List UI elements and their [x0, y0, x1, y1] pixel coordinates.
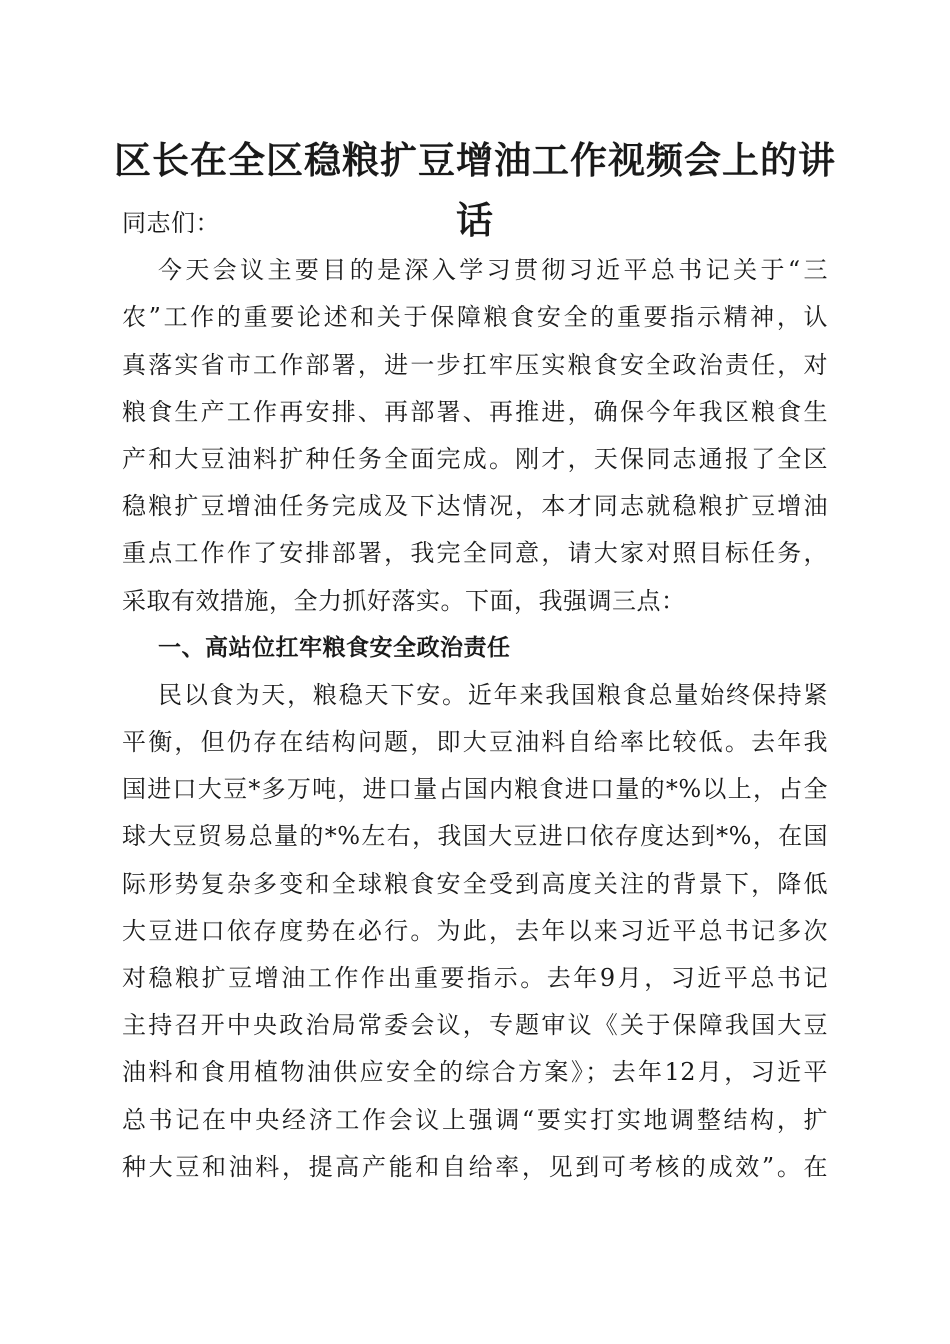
paragraph-line: 油料和食用植物油供应安全的综合方案》；去年12月，习近平 [122, 1058, 828, 1087]
document-body [122, 200, 828, 1191]
paragraph-line: 粮食生产工作再安排、再部署、再推进，确保今年我区粮食生 [122, 397, 828, 426]
paragraph-line: 采取有效措施，全力抓好落实。下面，我强调三点： [122, 586, 686, 615]
paragraph-line: 产和大豆油料扩种任务全面完成。刚才，天保同志通报了全区 [122, 444, 828, 473]
paragraph-line: 重点工作作了安排部署，我完全同意，请大家对照目标任务， [122, 539, 828, 568]
paragraph-line: 种大豆和油料，提高产能和自给率，见到可考核的成效”。在 [122, 1152, 828, 1181]
paragraph-line: 农”工作的重要论述和关于保障粮食安全的重要指示精神，认 [122, 303, 828, 332]
paragraph-line: 主持召开中央政治局常委会议，专题审议《关于保障我国大豆 [122, 1011, 828, 1040]
greeting: 同志们： [122, 209, 220, 237]
paragraph-line: 对稳粮扩豆增油工作作出重要指示。去年9月，习近平总书记 [122, 964, 828, 992]
paragraph-line: 总书记在中央经济工作会议上强调“要实打实地调整结构，扩 [122, 1105, 828, 1134]
paragraph-section1 [122, 672, 828, 1191]
paragraph-line: 真落实省市工作部署，进一步扛牢压实粮食安全政治责任，对 [122, 350, 828, 379]
paragraph-line: 稳粮扩豆增油任务完成及下达情况，本才同志就稳粮扩豆增油 [122, 492, 828, 521]
paragraph-line: 球大豆贸易总量的*%左右，我国大豆进口依存度达到*%，在国 [122, 822, 828, 851]
paragraph-line: 平衡，但仍存在结构问题，即大豆油料自给率比较低。去年我 [122, 728, 828, 757]
paragraph-line: 际形势复杂多变和全球粮食安全受到高度关注的背景下，降低 [122, 869, 828, 898]
paragraph-line: 国进口大豆*多万吨，进口量占国内粮食进口量的*%以上，占全 [122, 775, 828, 804]
paragraph-line: 民以食为天，粮稳天下安。近年来我国粮食总量始终保持紧 [158, 680, 828, 709]
section-heading: 一、高站位扛牢粮食安全政治责任 [158, 634, 511, 661]
paragraph-line: 大豆进口依存度势在必行。为此，去年以来习近平总书记多次 [122, 916, 828, 945]
paragraph-line: 今天会议主要目的是深入学习贯彻习近平总书记关于“三 [158, 256, 828, 285]
paragraph-intro [122, 247, 828, 625]
document-title: 区长在全区稳粮扩豆增油工作视频会上的讲话 [114, 138, 836, 242]
